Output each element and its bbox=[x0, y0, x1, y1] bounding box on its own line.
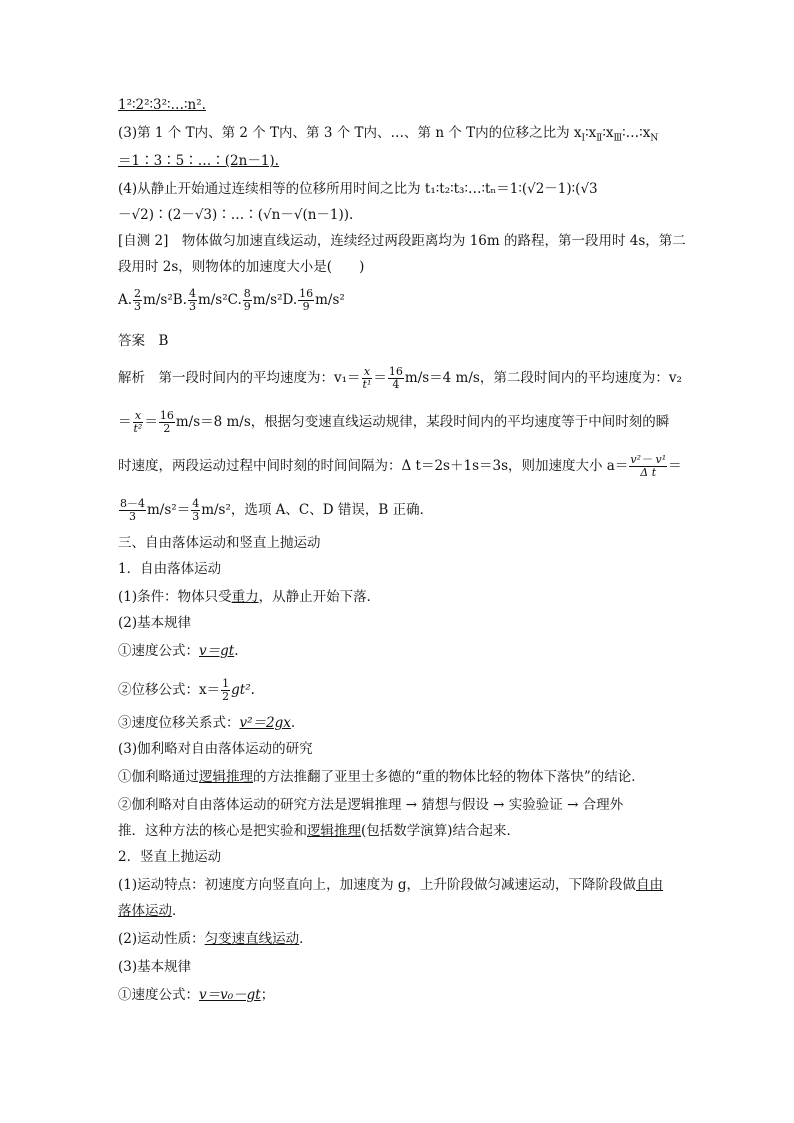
analysis-text-2c: m/s＝8 m/s，根据匀变速直线运动规律，某段时间内的平均速度等于中间时刻的瞬 bbox=[175, 414, 670, 430]
throw-laws-heading bbox=[118, 958, 191, 976]
v1-fraction: $\frac{x}{\text{t¹}}$ bbox=[362, 365, 372, 391]
acceleration-fraction: $\frac{\text{v²－ v¹}}{\text{Δ t}}$ bbox=[630, 453, 667, 479]
basic-laws-heading bbox=[118, 614, 191, 632]
acceleration-result-fraction: $\frac{4}{3}$ bbox=[192, 497, 200, 523]
option-a-label: A. bbox=[118, 292, 133, 308]
velocity-eq: v＝gt bbox=[199, 643, 235, 659]
throw-velocity-end: ； bbox=[260, 987, 275, 1003]
throw-features-fall: 落体运动 bbox=[118, 903, 172, 919]
ratio-line-squares bbox=[118, 96, 206, 114]
analysis-eq-2a: ＝ bbox=[118, 414, 132, 430]
answer-text: 答案 B bbox=[118, 333, 169, 349]
condition-text-c: ，从静止开始下落． bbox=[258, 589, 381, 605]
sub-x3: Ⅲ bbox=[613, 133, 623, 144]
free-fall-condition bbox=[118, 588, 380, 606]
analysis-eq-1: ＝ bbox=[373, 370, 387, 386]
velocity-label: ①速度公式： bbox=[118, 643, 199, 659]
question-text: [自测 2] 物体做匀加速直线运动，连续经过两段距离均为 16m 的路程，第一段用时 4s，第二 bbox=[118, 233, 686, 249]
galileo-1a: ①伽利略通过 bbox=[118, 769, 199, 785]
time-ratio-line-2 bbox=[118, 206, 353, 224]
option-b-fraction: $\frac{4}{3}$ bbox=[188, 287, 196, 313]
galileo-point-2 bbox=[118, 796, 623, 814]
galileo-2b-c: (包括数学演算)结合起来． bbox=[361, 823, 521, 839]
throw-velocity-eq: v＝v₀－gt bbox=[199, 987, 261, 1003]
velocity-displacement-formula bbox=[118, 714, 295, 732]
answer-options bbox=[118, 288, 345, 313]
basic-laws-text: (2)基本规律 bbox=[118, 615, 192, 631]
option-d-fraction: $\frac{16}{9}$ bbox=[299, 287, 314, 313]
galileo-heading-text: (3)伽利略对自由落体运动的研究 bbox=[118, 741, 313, 757]
subsection-title-1: 1．自由落体运动 bbox=[118, 561, 222, 577]
galileo-2b-logic: 逻辑推理 bbox=[307, 823, 361, 839]
displacement-label: ②位移公式：x＝ bbox=[118, 682, 221, 698]
analysis-line-3 bbox=[118, 454, 682, 479]
analysis-text-1c: m/s＝4 m/s，第二段时间内的平均速度为：v₂ bbox=[404, 370, 682, 386]
galileo-2-text: ②伽利略对自由落体运动的研究方法是逻辑推理 → 猜想与假设 → 实验验证 → 合理外 bbox=[118, 797, 624, 813]
displacement-sep-1: ∶x bbox=[585, 125, 597, 141]
vd-period: . bbox=[290, 715, 296, 731]
displacement-eq: gt². bbox=[231, 682, 255, 698]
time-ratio-line bbox=[118, 180, 598, 198]
analysis-text-3a: 时速度，两段运动过程中间时刻的时间间隔为：Δ t＝2s＋1s＝3s，则加速度大小 a＝ bbox=[118, 458, 629, 474]
option-d-label: m/s²D. bbox=[252, 292, 298, 308]
subsection-vertical-throw bbox=[118, 848, 221, 866]
option-c-fraction: $\frac{8}{9}$ bbox=[243, 287, 251, 313]
option-b-label: m/s²B. bbox=[143, 292, 187, 308]
throw-nature bbox=[118, 930, 313, 948]
throw-nature-value: 匀变速直线运动 bbox=[204, 931, 300, 947]
throw-features bbox=[118, 876, 663, 894]
option-c-label: m/s²C. bbox=[197, 292, 242, 308]
self-test-question bbox=[118, 232, 686, 250]
sub-xn: N bbox=[650, 133, 659, 144]
section-heading bbox=[118, 534, 321, 552]
ratio-squares-text: 1²∶2²∶3²∶…∶n². bbox=[118, 97, 206, 113]
analysis-text-1a: 解析 第一段时间内的平均速度为：v₁＝ bbox=[118, 370, 361, 386]
velocity-formula bbox=[118, 642, 239, 660]
galileo-point-1 bbox=[118, 768, 645, 786]
vd-label: ③速度位移关系式： bbox=[118, 715, 240, 731]
throw-features-a: (1)运动特点：初速度方向竖直向上，加速度为 g，上升阶段做匀减速运动，下降阶段做 bbox=[118, 877, 637, 893]
acceleration-calc-fraction: $\frac{8-4}{3}$ bbox=[120, 497, 145, 523]
throw-velocity-label: ①速度公式： bbox=[118, 987, 199, 1003]
throw-features-free: 自由 bbox=[636, 877, 664, 893]
galileo-2b-a: 推．这种方法的核心是把实验和 bbox=[118, 823, 307, 839]
ratio-line-displacement bbox=[118, 124, 658, 142]
condition-text-a: (1)条件：物体只受 bbox=[118, 589, 232, 605]
option-a-fraction: $\frac{2}{3}$ bbox=[134, 287, 142, 313]
question-text-2: 段用时 2s，则物体的加速度大小是( ) bbox=[118, 259, 365, 275]
section-title: 三、自由落体运动和竖直上抛运动 bbox=[118, 535, 321, 551]
analysis-line-2 bbox=[118, 410, 669, 435]
v1-value-fraction: $\frac{16}{4}$ bbox=[388, 365, 403, 391]
throw-nature-period: ． bbox=[299, 931, 313, 947]
velocity-period: . bbox=[234, 643, 239, 659]
throw-laws-text: (3)基本规律 bbox=[118, 959, 192, 975]
option-d-unit: m/s² bbox=[315, 292, 345, 308]
condition-gravity: 重力 bbox=[231, 589, 259, 605]
galileo-heading bbox=[118, 740, 313, 758]
throw-nature-label: (2)运动性质： bbox=[118, 931, 205, 947]
galileo-1-logic: 逻辑推理 bbox=[199, 769, 253, 785]
sub-x1: Ⅰ bbox=[581, 133, 586, 144]
analysis-line-4 bbox=[118, 498, 433, 523]
subsection-free-fall bbox=[118, 560, 221, 578]
v2-fraction: $\frac{x}{\text{t²}}$ bbox=[133, 409, 143, 435]
analysis-eq-2b: ＝ bbox=[144, 414, 158, 430]
displacement-sep-3: ∶…∶x bbox=[622, 125, 651, 141]
displacement-sep-2: ∶x bbox=[602, 125, 614, 141]
throw-features-period: ． bbox=[172, 903, 186, 919]
throw-velocity-formula bbox=[118, 986, 274, 1004]
ratio-odd-text: ＝1∶3∶5∶…∶(2n－1). bbox=[118, 153, 279, 169]
sub-x2: Ⅱ bbox=[596, 133, 603, 144]
self-test-question-2 bbox=[118, 258, 364, 276]
throw-features-2 bbox=[118, 902, 186, 920]
analysis-eq-3: ＝ bbox=[668, 458, 682, 474]
galileo-1c: 的方法推翻了亚里士多德的“重的物体比轻的物体下落快”的结论． bbox=[253, 769, 645, 785]
vd-eq: v²＝2gx bbox=[239, 715, 291, 731]
analysis-text-4b: m/s²，选项 A、C、D 错误，B 正确． bbox=[201, 502, 434, 518]
ratio-line-odd bbox=[118, 152, 279, 170]
galileo-point-2b bbox=[118, 822, 520, 840]
half-fraction: $\frac{1}{2}$ bbox=[222, 677, 230, 703]
time-ratio-text-2: －√2)∶(2－√3)∶…∶(√n－√(n－1)). bbox=[118, 207, 354, 223]
subsection-title-2: 2．竖直上抛运动 bbox=[118, 849, 222, 865]
displacement-text: (3)第 1 个 T内、第 2 个 T内、第 3 个 T内、…、第 n 个 T内的位移之比为 x bbox=[118, 125, 582, 141]
v2-value-fraction: $\frac{16}{2}$ bbox=[159, 409, 174, 435]
answer-line bbox=[118, 332, 168, 350]
displacement-formula bbox=[118, 678, 255, 703]
analysis-text-4a: m/s²＝ bbox=[147, 502, 191, 518]
analysis-line-1 bbox=[118, 366, 682, 391]
time-ratio-text: (4)从静止开始通过连续相等的位移所用时间之比为 t₁∶t₂∶t₃∶…∶tₙ＝1∶(√2－1)∶(√3 bbox=[118, 181, 598, 197]
